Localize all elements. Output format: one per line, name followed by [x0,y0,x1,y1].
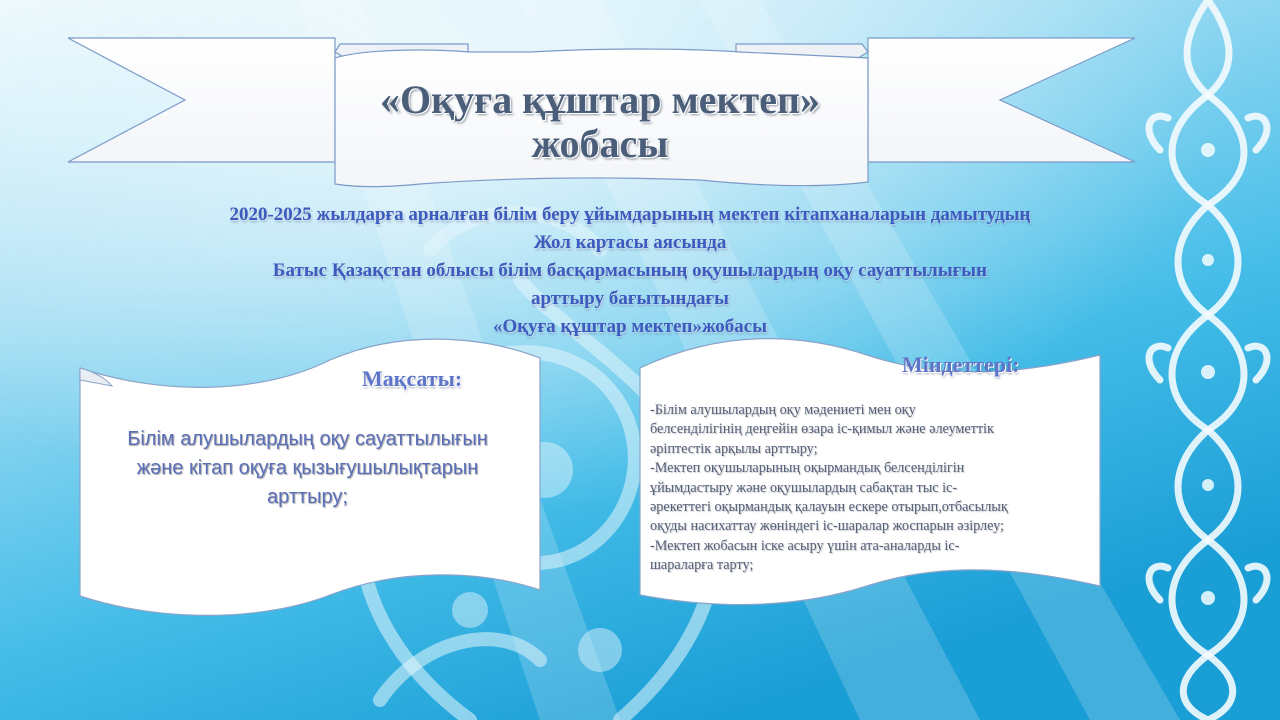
tasks-line-5: ұйымдастыру және оқушылардың сабақтан тыс іс- [650,479,958,496]
subtitle-line-2: Жол картасы аясында [533,232,727,253]
tasks-text [650,401,1085,576]
title-line-2: жобасы [531,121,669,166]
aim-line-2: және кітап оқуға қызығушылықтарын [136,457,479,479]
aim-text [100,425,515,512]
tasks-line-3: әріптестік арқылы арттыру; [650,440,818,457]
subtitle-line-1: 2020-2025 жылдарға арналған білім беру ұйымдарының мектеп кітапханаларын дамытудың [229,204,1031,225]
tasks-heading: Міндеттері: [902,352,1020,377]
tasks-line-2: белсенділігінің деңгейін өзара іс-қимыл және әлеуметтік [650,421,994,438]
project-description [100,201,1160,341]
subtitle-line-5: «Оқуға құштар мектеп»жобасы [492,316,768,337]
subtitle-line-4: арттыру бағытындағы [530,288,730,309]
aim-line-1: Білім алушылардың оқу сауаттылығын [127,428,488,450]
tasks-line-7: оқуды насихаттау жөніндегі іс-шаралар жоспарын әзірлеу; [650,518,1004,535]
page-title [335,78,865,166]
tasks-line-9: шараларға тарту; [650,557,754,574]
aim-heading: Мақсаты: [362,366,463,391]
tasks-line-6: әрекеттегі оқырмандық қалауын ескере отырып,отбасылық [650,499,1008,516]
subtitle-line-3: Батыс Қазақстан облысы білім басқармасының оқушылардың оқу сауаттылығын [272,260,988,281]
tasks-line-8: -Мектеп жобасын іске асыру үшін ата-аналарды іс- [650,537,960,554]
aim-line-3: арттыру; [267,486,348,508]
title-line-1: «Оқуға құштар мектеп» [379,77,821,122]
tasks-line-1: -Білім алушылардың оқу мәдениеті мен оқу [650,402,916,418]
tasks-line-4: -Мектеп оқушыларының оқырмандық белсенділігін [650,460,965,477]
